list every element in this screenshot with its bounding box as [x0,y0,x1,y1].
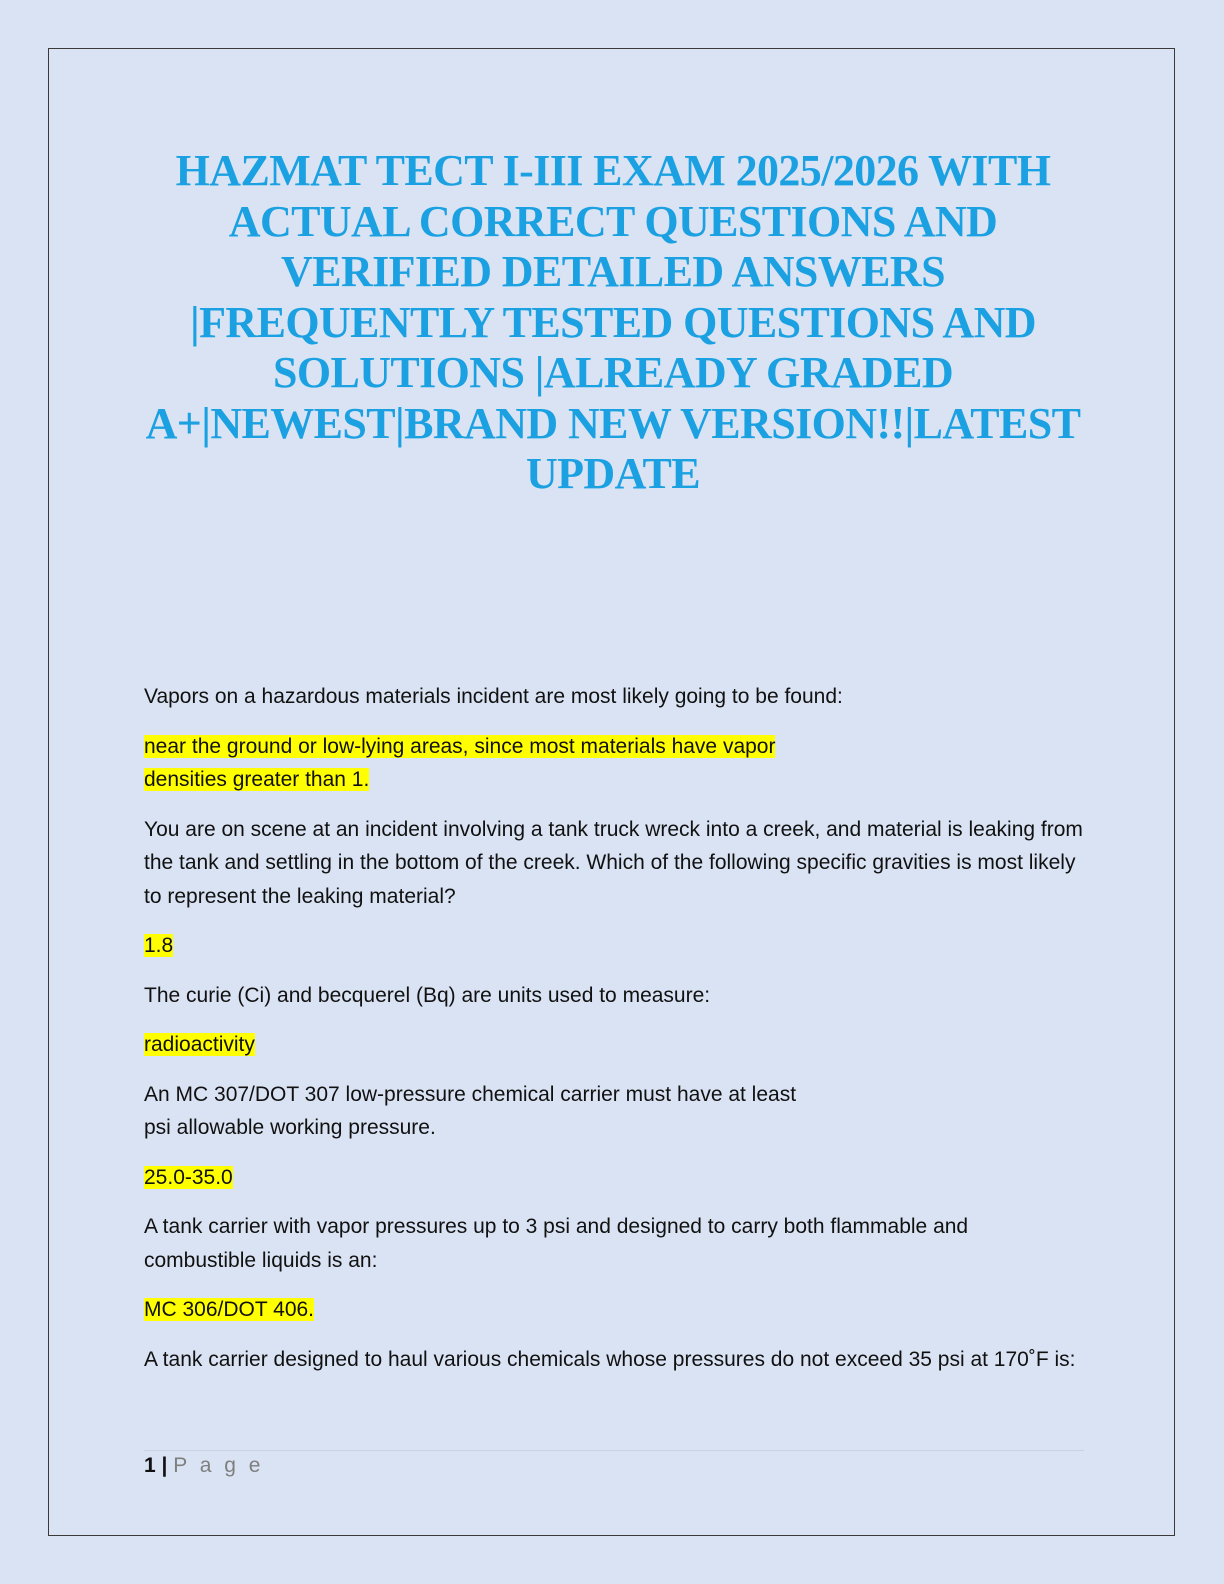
answer-2-text: 1.8 [144,934,174,957]
answer-3 [144,1028,1084,1062]
question-4-line-2: psi allowable working pressure. [144,1116,436,1139]
answer-1-line-1: near the ground or low-lying areas, since most materials have vapor [144,734,776,758]
answer-5-text: MC 306/DOT 406. [144,1298,315,1321]
page-label: P a g e [173,1454,264,1477]
document-body [144,680,1084,1392]
question-5: A tank carrier with vapor pressures up to 3 psi and designed to carry both flammable and combustible liquids is an: [144,1215,969,1272]
answer-1 [144,730,1084,797]
question-4 [144,1078,1084,1145]
footer-separator: | [161,1454,168,1477]
page-number: 1 [144,1454,156,1477]
question-3: The curie (Ci) and becquerel (Bq) are units used to measure: [144,983,711,1007]
document-title: HAZMAT TECT I-III EXAM 2025/2026 WITH ACTUAL CORRECT QUESTIONS AND VERIFIED DETAILED ANSWERS |FREQUENTLY TESTED QUESTIONS AND SOLUTIONS |ALREADY GRADED A+|NEWEST|BRAND NEW VERSION!!|LATEST UPDATE [145,146,1081,498]
answer-4 [144,1161,1084,1195]
answer-3-text: radioactivity [144,1033,255,1056]
page-footer [144,1450,1084,1479]
answer-2 [144,929,1084,963]
answer-1-line-2: densities greater than 1. [144,768,370,791]
question-6: A tank carrier designed to haul various chemicals whose pressures do not exceed 35 psi at 170˚F is: [144,1347,1076,1371]
question-4-line-1: An MC 307/DOT 307 low-pressure chemical carrier must have at least [144,1082,797,1106]
question-1: Vapors on a hazardous materials incident are most likely going to be found: [144,685,843,708]
answer-5 [144,1293,1084,1327]
question-2: You are on scene at an incident involving a tank truck wreck into a creek, and material is leaking from the tank and settling in the bottom of the creek. Which of the following specific gravities is most likely to represent the leaking material? [144,817,1083,908]
answer-4-text: 25.0-35.0 [144,1165,233,1189]
